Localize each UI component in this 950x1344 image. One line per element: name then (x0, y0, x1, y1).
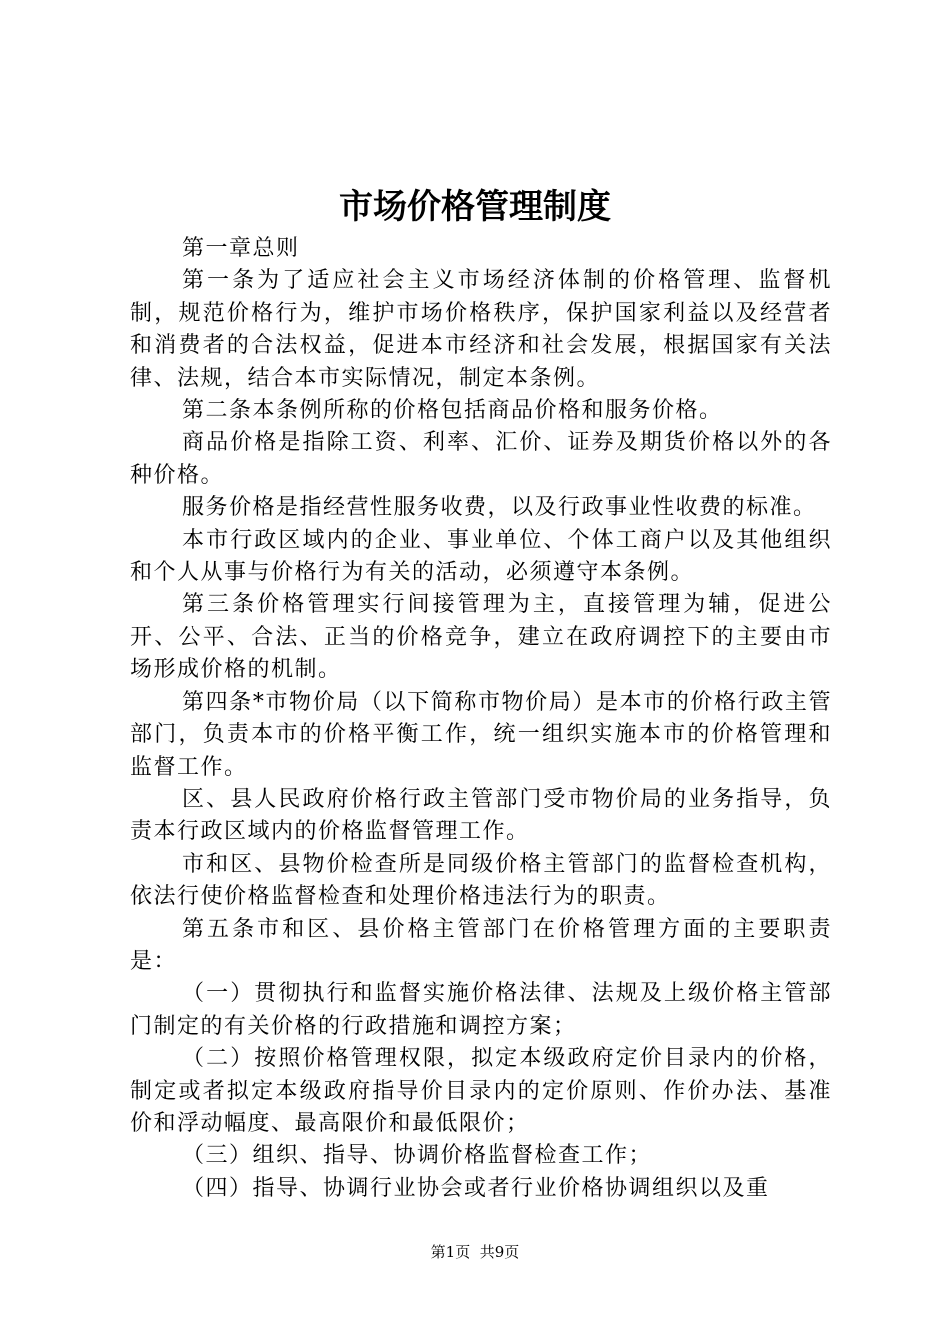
paragraph-scope: 本市行政区域内的企业、事业单位、个体工商户以及其他组织和个人从事与价格行为有关的活动，必须遵守本条例。 (130, 527, 832, 586)
paragraph-goods-price: 商品价格是指除工资、利率、汇价、证券及期货价格以外的各种价格。 (130, 430, 832, 488)
paragraph-chapter-heading: 第一章总则 (182, 236, 300, 261)
document-title: 市场价格管理制度 (339, 187, 611, 227)
paragraph-item-2: （二）按照价格管理权限，拟定本级政府定价目录内的价格，制定或者拟定本级政府指导价目录内的定价原则、作价办法、基准价和浮动幅度、最高限价和最低限价； (130, 1046, 832, 1136)
document-body (130, 233, 832, 1205)
paragraph-article-1: 第一条为了适应社会主义市场经济体制的价格管理、监督机制，规范价格行为，维护市场价格秩序，保护国家利益以及经营者和消费者的合法权益，促进本市经济和社会发展，根据国家有关法律、法规，结合本市实际情况，制定本条例。 (130, 268, 832, 391)
page-number: 第1页 (430, 1243, 471, 1261)
paragraph-item-1: （一）贯彻执行和监督实施价格法律、法规及上级价格主管部门制定的有关价格的行政措施和调控方案； (130, 981, 832, 1039)
paragraph-service-price: 服务价格是指经营性服务收费，以及行政事业性收费的标准。 (182, 495, 817, 521)
paragraph-article-4: 第四条*市物价局（以下简称市物价局）是本市的价格行政主管部门，负责本市的价格平衡工作，统一组织实施本市的价格管理和监督工作。 (130, 689, 832, 780)
page-total: 共9页 (479, 1243, 520, 1261)
paragraph-item-3: （三）组织、指导、协调价格监督检查工作； (182, 1143, 653, 1169)
paragraph-inspection: 市和区、县物价检查所是同级价格主管部门的监督检查机构，依法行使价格监督检查和处理价格违法行为的职责。 (130, 851, 832, 910)
paragraph-article-3: 第三条价格管理实行间接管理为主，直接管理为辅，促进公开、公平、合法、正当的价格竞争，建立在政府调控下的主要由市场形成价格的机制。 (130, 592, 832, 683)
page-footer (0, 1242, 950, 1262)
paragraph-article-2: 第二条本条例所称的价格包括商品价格和服务价格。 (182, 398, 723, 424)
paragraph-item-4: （四）指导、协调行业协会或者行业价格协调组织以及重 (182, 1175, 770, 1201)
paragraph-article-5: 第五条市和区、县价格主管部门在价格管理方面的主要职责是： (130, 916, 832, 974)
paragraph-district-dept: 区、县人民政府价格行政主管部门受市物价局的业务指导，负责本行政区域内的价格监督管理工作。 (130, 786, 832, 845)
